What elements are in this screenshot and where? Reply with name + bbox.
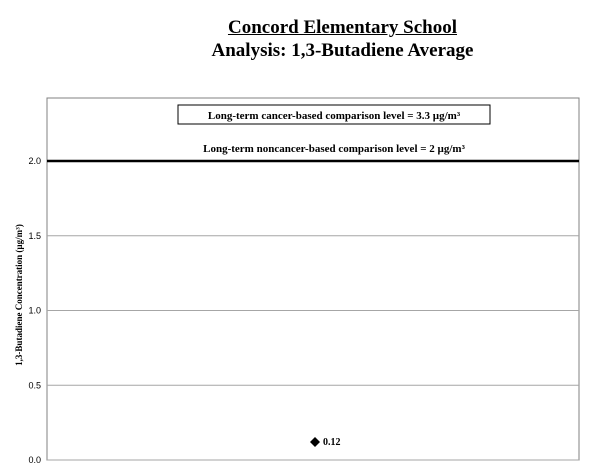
y-tick-label: 0.5: [28, 380, 41, 391]
y-tick-label: 1.5: [28, 230, 41, 241]
y-tick-labels: [28, 156, 41, 465]
data-points: [310, 437, 341, 448]
y-tick-label: 2.0: [28, 156, 41, 166]
cancer-annotation-label: Long-term cancer-based comparison level = 3.3 µg/m³: [207, 110, 461, 122]
y-axis-label: 1,3-Butadiene Concentration (µg/m³): [14, 224, 24, 366]
noncancer-reference-label: Long-term noncancer-based comparison level = 2 µg/m³: [203, 143, 465, 155]
y-tick-label: 0.0: [28, 455, 41, 465]
y-tick-label: 1.0: [28, 305, 41, 316]
data-point-label: 0.12: [323, 437, 341, 449]
chart-title: Concord Elementary School: [227, 17, 458, 38]
chart-subtitle: Analysis: 1,3-Butadiene Average: [211, 40, 474, 61]
